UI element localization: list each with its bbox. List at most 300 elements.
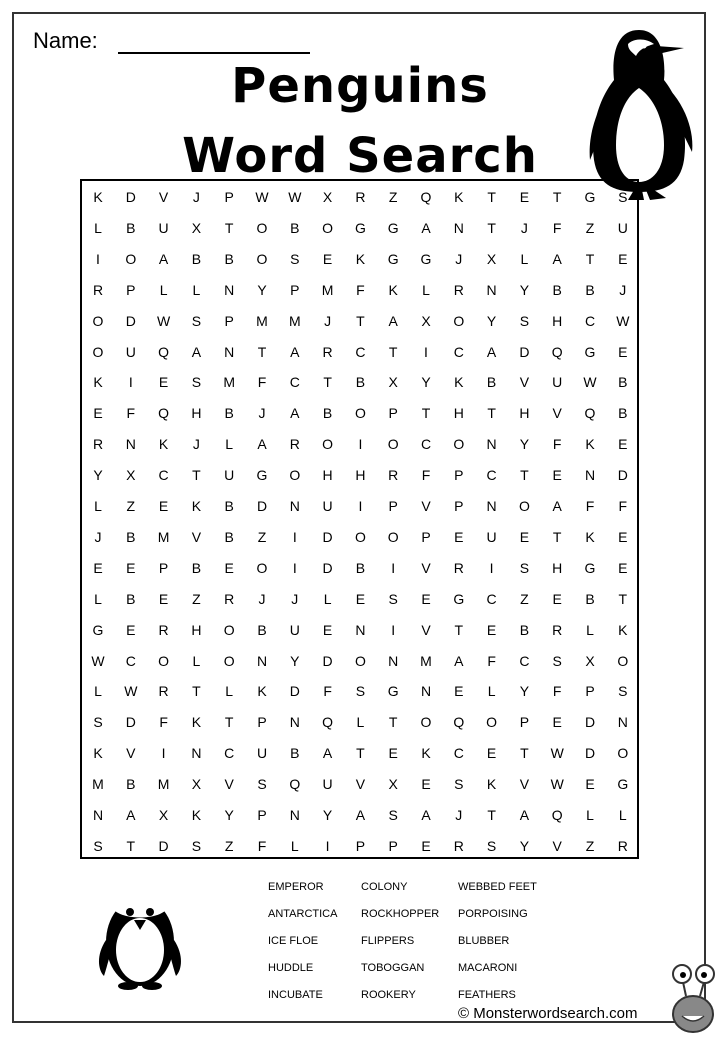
grid-letter[interactable]: B: [191, 559, 202, 576]
grid-letter[interactable]: V: [421, 621, 431, 638]
grid-letter[interactable]: S: [257, 776, 267, 793]
grid-letter[interactable]: R: [453, 559, 464, 576]
grid-letter[interactable]: O: [486, 714, 498, 731]
grid-letter[interactable]: L: [487, 683, 496, 700]
grid-letter[interactable]: T: [224, 714, 234, 731]
grid-letter[interactable]: N: [224, 281, 235, 298]
grid-letter[interactable]: K: [421, 745, 431, 762]
grid-letter[interactable]: J: [324, 312, 332, 329]
grid-letter[interactable]: K: [585, 528, 595, 545]
grid-letter[interactable]: N: [289, 714, 300, 731]
grid-letter[interactable]: T: [520, 467, 529, 484]
grid-letter[interactable]: P: [257, 807, 267, 823]
grid-letter[interactable]: D: [322, 652, 333, 669]
grid-letter[interactable]: V: [421, 498, 431, 514]
grid-letter[interactable]: Y: [486, 312, 497, 329]
word-search-grid[interactable]: [80, 179, 639, 859]
grid-letter[interactable]: W: [583, 374, 597, 391]
grid-letter[interactable]: K: [355, 250, 366, 267]
grid-letter[interactable]: G: [387, 219, 399, 236]
grid-letter[interactable]: T: [388, 714, 398, 731]
grid-letter[interactable]: O: [354, 405, 366, 422]
grid-letter[interactable]: Z: [585, 837, 595, 854]
grid-letter[interactable]: K: [454, 374, 464, 391]
grid-letter[interactable]: J: [192, 436, 200, 453]
grid-letter[interactable]: O: [322, 436, 334, 453]
grid-letter[interactable]: T: [552, 189, 562, 205]
grid-letter[interactable]: F: [257, 374, 267, 391]
grid-letter[interactable]: K: [191, 714, 202, 731]
grid-letter[interactable]: F: [126, 405, 136, 422]
grid-letter[interactable]: U: [256, 745, 268, 762]
grid-letter[interactable]: C: [420, 436, 432, 453]
grid-letter[interactable]: R: [92, 436, 104, 453]
grid-letter[interactable]: I: [325, 837, 330, 854]
grid-letter[interactable]: B: [519, 621, 530, 638]
grid-letter[interactable]: V: [552, 837, 562, 854]
grid-letter[interactable]: Y: [519, 683, 530, 700]
grid-letter[interactable]: W: [550, 745, 564, 762]
grid-letter[interactable]: A: [552, 250, 562, 267]
grid-letter[interactable]: A: [388, 312, 398, 329]
grid-letter[interactable]: I: [489, 559, 494, 576]
grid-letter[interactable]: L: [586, 807, 594, 823]
grid-letter[interactable]: U: [125, 343, 136, 360]
grid-letter[interactable]: V: [355, 776, 366, 793]
grid-letter[interactable]: P: [519, 714, 530, 731]
grid-letter[interactable]: F: [159, 714, 168, 731]
grid-letter[interactable]: O: [92, 312, 104, 329]
grid-letter[interactable]: N: [453, 219, 464, 236]
grid-letter[interactable]: E: [421, 837, 431, 854]
grid-letter[interactable]: J: [192, 189, 200, 205]
grid-letter[interactable]: B: [126, 776, 136, 793]
grid-letter[interactable]: H: [519, 405, 530, 422]
grid-letter[interactable]: U: [552, 374, 563, 391]
grid-letter[interactable]: B: [290, 219, 300, 236]
grid-letter[interactable]: Q: [584, 405, 596, 422]
grid-letter[interactable]: L: [225, 436, 234, 453]
grid-letter[interactable]: O: [125, 250, 137, 267]
grid-letter[interactable]: O: [354, 528, 366, 545]
grid-letter[interactable]: O: [518, 498, 530, 514]
grid-letter[interactable]: S: [191, 374, 202, 391]
grid-letter[interactable]: A: [126, 807, 136, 823]
grid-letter[interactable]: B: [585, 281, 595, 298]
grid-letter[interactable]: B: [126, 590, 136, 607]
grid-letter[interactable]: C: [125, 652, 136, 669]
grid-letter[interactable]: F: [421, 467, 431, 484]
grid-letter[interactable]: E: [519, 528, 530, 545]
grid-letter[interactable]: D: [158, 837, 169, 854]
grid-letter[interactable]: M: [157, 776, 170, 793]
grid-letter[interactable]: H: [552, 559, 563, 576]
name-field-line[interactable]: [118, 52, 310, 54]
grid-letter[interactable]: S: [519, 559, 530, 576]
grid-letter[interactable]: R: [289, 436, 300, 453]
grid-letter[interactable]: C: [355, 343, 366, 360]
grid-letter[interactable]: G: [387, 250, 399, 267]
grid-letter[interactable]: A: [290, 405, 300, 422]
grid-letter[interactable]: O: [92, 343, 104, 360]
grid-letter[interactable]: L: [618, 807, 627, 823]
grid-letter[interactable]: Z: [520, 590, 529, 607]
grid-letter[interactable]: R: [453, 281, 464, 298]
grid-letter[interactable]: U: [289, 621, 300, 638]
grid-letter[interactable]: T: [323, 374, 332, 391]
grid-letter[interactable]: O: [322, 219, 334, 236]
grid-letter[interactable]: C: [486, 590, 497, 607]
grid-letter[interactable]: T: [192, 467, 201, 484]
grid-letter[interactable]: A: [290, 343, 300, 360]
grid-letter[interactable]: K: [486, 776, 497, 793]
grid-letter[interactable]: C: [158, 467, 169, 484]
grid-letter[interactable]: O: [354, 652, 366, 669]
grid-letter[interactable]: E: [618, 559, 628, 576]
grid-letter[interactable]: E: [585, 776, 595, 793]
grid-letter[interactable]: K: [93, 745, 103, 762]
grid-letter[interactable]: H: [552, 312, 563, 329]
grid-letter[interactable]: L: [225, 683, 234, 700]
grid-letter[interactable]: O: [289, 467, 301, 484]
grid-letter[interactable]: D: [322, 528, 333, 545]
grid-letter[interactable]: X: [421, 312, 431, 329]
grid-letter[interactable]: B: [618, 405, 628, 422]
grid-letter[interactable]: P: [454, 498, 464, 514]
grid-letter[interactable]: R: [552, 621, 563, 638]
grid-letter[interactable]: T: [618, 590, 628, 607]
grid-letter[interactable]: X: [191, 219, 202, 236]
grid-letter[interactable]: F: [356, 281, 365, 298]
grid-letter[interactable]: U: [322, 498, 333, 514]
grid-letter[interactable]: Z: [257, 528, 267, 545]
grid-letter[interactable]: O: [617, 652, 629, 669]
grid-letter[interactable]: P: [421, 528, 431, 545]
grid-letter[interactable]: Y: [421, 374, 431, 391]
grid-letter[interactable]: K: [618, 621, 628, 638]
grid-letter[interactable]: L: [94, 683, 102, 700]
grid-letter[interactable]: Q: [158, 343, 170, 360]
grid-letter[interactable]: E: [388, 745, 398, 762]
grid-letter[interactable]: Y: [290, 652, 300, 669]
grid-letter[interactable]: O: [256, 250, 268, 267]
grid-letter[interactable]: S: [618, 189, 628, 205]
grid-letter[interactable]: O: [158, 652, 170, 669]
grid-letter[interactable]: E: [454, 528, 464, 545]
grid-letter[interactable]: L: [586, 621, 594, 638]
grid-letter[interactable]: L: [159, 281, 168, 298]
grid-letter[interactable]: A: [191, 343, 202, 360]
grid-letter[interactable]: E: [552, 590, 562, 607]
grid-letter[interactable]: E: [322, 250, 333, 267]
grid-letter[interactable]: K: [191, 807, 202, 823]
grid-letter[interactable]: B: [355, 559, 366, 576]
grid-letter[interactable]: G: [256, 467, 268, 484]
grid-letter[interactable]: T: [421, 405, 431, 422]
grid-letter[interactable]: W: [550, 776, 564, 793]
grid-letter[interactable]: G: [92, 621, 104, 638]
grid-letter[interactable]: S: [454, 776, 464, 793]
grid-letter[interactable]: P: [224, 189, 234, 205]
grid-letter[interactable]: F: [618, 498, 628, 514]
grid-letter[interactable]: V: [224, 776, 234, 793]
grid-letter[interactable]: L: [422, 281, 430, 298]
grid-letter[interactable]: T: [126, 837, 136, 854]
grid-letter[interactable]: F: [487, 652, 496, 669]
grid-letter[interactable]: K: [158, 436, 169, 453]
grid-letter[interactable]: R: [453, 837, 464, 854]
grid-letter[interactable]: E: [486, 745, 497, 762]
grid-letter[interactable]: W: [616, 312, 630, 329]
grid-letter[interactable]: T: [487, 405, 496, 422]
grid-letter[interactable]: A: [257, 436, 267, 453]
grid-letter[interactable]: B: [552, 281, 562, 298]
grid-letter[interactable]: X: [191, 776, 202, 793]
grid-letter[interactable]: N: [92, 807, 104, 823]
grid-letter[interactable]: J: [619, 281, 627, 298]
grid-letter[interactable]: B: [355, 374, 366, 391]
grid-letter[interactable]: W: [288, 189, 302, 205]
grid-letter[interactable]: T: [487, 219, 496, 236]
grid-letter[interactable]: D: [125, 189, 136, 205]
grid-letter[interactable]: P: [158, 559, 169, 576]
grid-letter[interactable]: I: [161, 745, 166, 762]
grid-letter[interactable]: P: [454, 467, 464, 484]
grid-letter[interactable]: U: [224, 467, 235, 484]
grid-letter[interactable]: W: [91, 652, 105, 669]
grid-letter[interactable]: P: [388, 837, 398, 854]
grid-letter[interactable]: D: [125, 312, 136, 329]
grid-letter[interactable]: D: [256, 498, 268, 514]
grid-letter[interactable]: T: [356, 745, 365, 762]
grid-letter[interactable]: E: [618, 250, 628, 267]
grid-letter[interactable]: T: [487, 189, 496, 205]
grid-letter[interactable]: Q: [322, 714, 334, 731]
grid-letter[interactable]: O: [420, 714, 432, 731]
grid-letter[interactable]: Q: [289, 776, 301, 793]
grid-letter[interactable]: G: [584, 343, 596, 360]
grid-letter[interactable]: B: [290, 745, 300, 762]
grid-letter[interactable]: N: [191, 745, 202, 762]
grid-letter[interactable]: J: [94, 528, 102, 545]
grid-letter[interactable]: X: [126, 467, 136, 484]
grid-letter[interactable]: O: [223, 652, 235, 669]
grid-letter[interactable]: N: [256, 652, 268, 669]
grid-letter[interactable]: V: [158, 189, 169, 205]
grid-letter[interactable]: I: [424, 343, 428, 360]
grid-letter[interactable]: F: [552, 683, 562, 700]
grid-letter[interactable]: I: [292, 559, 297, 576]
grid-letter[interactable]: W: [156, 312, 171, 329]
grid-letter[interactable]: Z: [388, 189, 398, 205]
grid-letter[interactable]: E: [93, 405, 103, 422]
grid-letter[interactable]: W: [124, 683, 138, 700]
grid-letter[interactable]: J: [291, 590, 299, 607]
grid-letter[interactable]: Y: [93, 467, 103, 484]
grid-letter[interactable]: B: [585, 590, 595, 607]
grid-letter[interactable]: S: [290, 250, 300, 267]
grid-letter[interactable]: S: [552, 652, 562, 669]
grid-letter[interactable]: R: [355, 189, 366, 205]
grid-letter[interactable]: M: [223, 374, 236, 391]
grid-letter[interactable]: X: [486, 250, 497, 267]
grid-letter[interactable]: E: [322, 621, 333, 638]
grid-letter[interactable]: E: [421, 776, 431, 793]
grid-letter[interactable]: Z: [585, 219, 595, 236]
grid-letter[interactable]: A: [158, 250, 169, 267]
grid-letter[interactable]: X: [322, 189, 333, 205]
grid-letter[interactable]: P: [355, 837, 366, 854]
grid-letter[interactable]: O: [387, 436, 399, 453]
grid-letter[interactable]: S: [388, 590, 398, 607]
grid-letter[interactable]: X: [388, 374, 398, 391]
grid-letter[interactable]: O: [617, 745, 629, 762]
grid-letter[interactable]: V: [552, 405, 562, 422]
grid-letter[interactable]: P: [388, 498, 398, 514]
grid-letter[interactable]: Z: [224, 837, 234, 854]
grid-letter[interactable]: U: [486, 528, 497, 545]
grid-letter[interactable]: B: [224, 498, 234, 514]
grid-letter[interactable]: Q: [551, 343, 563, 360]
grid-letter[interactable]: M: [92, 776, 104, 793]
grid-letter[interactable]: B: [618, 374, 628, 391]
grid-letter[interactable]: Q: [551, 807, 563, 823]
grid-letter[interactable]: H: [322, 467, 333, 484]
grid-letter[interactable]: B: [224, 250, 234, 267]
grid-letter[interactable]: M: [321, 281, 334, 298]
grid-letter[interactable]: D: [519, 343, 530, 360]
grid-letter[interactable]: L: [323, 590, 332, 607]
grid-letter[interactable]: K: [257, 683, 267, 700]
grid-letter[interactable]: G: [584, 559, 596, 576]
grid-letter[interactable]: T: [552, 528, 562, 545]
grid-letter[interactable]: O: [256, 559, 268, 576]
grid-letter[interactable]: U: [158, 219, 169, 236]
grid-letter[interactable]: O: [387, 528, 399, 545]
grid-letter[interactable]: N: [486, 281, 497, 298]
grid-letter[interactable]: A: [486, 343, 497, 360]
grid-letter[interactable]: E: [486, 621, 497, 638]
grid-letter[interactable]: J: [258, 590, 266, 607]
grid-letter[interactable]: I: [391, 559, 396, 576]
grid-letter[interactable]: Y: [257, 281, 267, 298]
grid-letter[interactable]: S: [519, 312, 530, 329]
grid-letter[interactable]: N: [224, 343, 235, 360]
grid-letter[interactable]: K: [585, 436, 595, 453]
grid-letter[interactable]: I: [391, 621, 396, 638]
grid-letter[interactable]: F: [585, 498, 595, 514]
grid-letter[interactable]: N: [125, 436, 136, 453]
grid-letter[interactable]: M: [420, 652, 432, 669]
grid-letter[interactable]: D: [322, 559, 333, 576]
grid-letter[interactable]: Y: [519, 281, 530, 298]
grid-letter[interactable]: Q: [420, 189, 432, 205]
grid-letter[interactable]: N: [486, 498, 497, 514]
grid-letter[interactable]: T: [454, 621, 464, 638]
grid-letter[interactable]: G: [354, 219, 366, 236]
grid-letter[interactable]: L: [94, 219, 102, 236]
grid-letter[interactable]: B: [257, 621, 267, 638]
grid-letter[interactable]: K: [93, 374, 103, 391]
grid-letter[interactable]: S: [486, 837, 497, 854]
grid-letter[interactable]: N: [289, 807, 300, 823]
grid-letter[interactable]: T: [585, 250, 595, 267]
grid-letter[interactable]: R: [158, 683, 169, 700]
grid-letter[interactable]: V: [421, 559, 431, 576]
grid-letter[interactable]: X: [158, 807, 169, 823]
grid-letter[interactable]: K: [454, 189, 464, 205]
grid-letter[interactable]: B: [224, 405, 234, 422]
grid-letter[interactable]: G: [617, 776, 629, 793]
grid-letter[interactable]: C: [453, 343, 464, 360]
grid-letter[interactable]: T: [224, 219, 234, 236]
grid-letter[interactable]: C: [486, 467, 497, 484]
grid-letter[interactable]: B: [224, 528, 234, 545]
grid-letter[interactable]: A: [552, 498, 562, 514]
grid-letter[interactable]: S: [191, 312, 202, 329]
grid-letter[interactable]: E: [454, 683, 464, 700]
grid-letter[interactable]: R: [224, 590, 235, 607]
grid-letter[interactable]: C: [224, 745, 235, 762]
grid-letter[interactable]: Z: [126, 498, 136, 514]
grid-letter[interactable]: T: [487, 807, 496, 823]
grid-letter[interactable]: P: [126, 281, 136, 298]
grid-letter[interactable]: T: [192, 683, 201, 700]
grid-letter[interactable]: L: [192, 652, 201, 669]
grid-letter[interactable]: T: [356, 312, 365, 329]
grid-letter[interactable]: W: [255, 189, 269, 205]
grid-letter[interactable]: E: [158, 374, 169, 391]
grid-letter[interactable]: L: [94, 590, 102, 607]
grid-letter[interactable]: E: [421, 590, 431, 607]
grid-letter[interactable]: M: [256, 312, 268, 329]
grid-letter[interactable]: L: [94, 498, 102, 514]
grid-letter[interactable]: O: [453, 312, 465, 329]
grid-letter[interactable]: V: [519, 776, 530, 793]
grid-letter[interactable]: P: [585, 683, 595, 700]
grid-letter[interactable]: B: [126, 219, 136, 236]
grid-letter[interactable]: Q: [158, 405, 170, 422]
grid-letter[interactable]: G: [420, 250, 432, 267]
grid-letter[interactable]: N: [617, 714, 628, 731]
grid-letter[interactable]: J: [455, 250, 463, 267]
grid-letter[interactable]: Y: [519, 837, 530, 854]
grid-letter[interactable]: H: [191, 405, 202, 422]
grid-letter[interactable]: S: [191, 837, 202, 854]
grid-letter[interactable]: Z: [192, 590, 201, 607]
grid-letter[interactable]: R: [388, 467, 399, 484]
grid-letter[interactable]: F: [552, 219, 562, 236]
grid-letter[interactable]: C: [453, 745, 464, 762]
grid-letter[interactable]: V: [191, 528, 202, 545]
grid-letter[interactable]: L: [520, 250, 529, 267]
grid-letter[interactable]: I: [292, 528, 297, 545]
grid-letter[interactable]: E: [618, 436, 628, 453]
grid-letter[interactable]: N: [388, 652, 399, 669]
grid-letter[interactable]: C: [584, 312, 596, 329]
grid-letter[interactable]: A: [421, 807, 431, 823]
grid-letter[interactable]: A: [421, 219, 431, 236]
grid-letter[interactable]: T: [257, 343, 267, 360]
grid-letter[interactable]: E: [224, 559, 234, 576]
grid-letter[interactable]: G: [453, 590, 465, 607]
grid-letter[interactable]: A: [454, 652, 464, 669]
grid-letter[interactable]: D: [125, 714, 136, 731]
grid-letter[interactable]: N: [355, 621, 366, 638]
grid-letter[interactable]: G: [387, 683, 399, 700]
grid-letter[interactable]: E: [158, 498, 169, 514]
grid-letter[interactable]: E: [552, 467, 562, 484]
